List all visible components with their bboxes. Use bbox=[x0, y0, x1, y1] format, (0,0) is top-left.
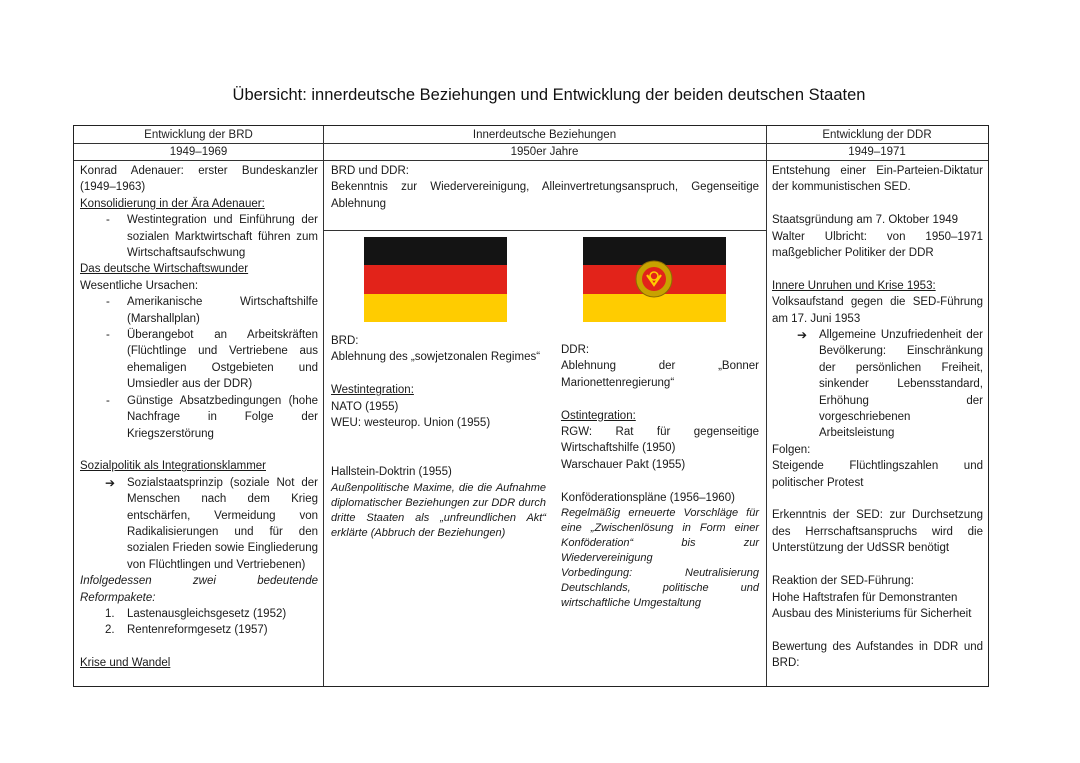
ddr-gruendung: Staatsgründung am 7. Oktober 1949 bbox=[772, 214, 959, 227]
brd-konsolidierung-item: - Westintegration und Einführung der sozialen Marktwirtschaft führen zum Wirtschaftsaufschwung bbox=[80, 212, 318, 261]
brd-krise: Krise und Wandel bbox=[80, 657, 171, 670]
inner-konf: Konföderationspläne (1956–1960) bbox=[561, 491, 735, 504]
ddr-column bbox=[772, 163, 983, 672]
period-ddr: 1949–1971 bbox=[848, 146, 906, 158]
ddr-unruhen-heading: Innere Unruhen und Krise 1953: bbox=[772, 279, 936, 292]
ddr-reaktion-label: Reaktion der SED-Führung: bbox=[772, 575, 914, 588]
list-item: - Amerikanische Wirtschaftshilfe (Marshallplan) bbox=[80, 294, 318, 327]
inner-brd-label: BRD: bbox=[331, 335, 359, 347]
inner-nato: NATO (1955) bbox=[331, 400, 399, 413]
list-item: 1. Lastenausgleichsgesetz (1952) bbox=[105, 607, 287, 620]
list-item: - Überangebot an Arbeitskräften (Flüchtlinge und Vertriebene aus ehemaligen Ostgebieten und Umsiedler aus der DDR) bbox=[80, 327, 318, 393]
inner-brd-ddr-text: Bekenntnis zur Wiedervereinigung, Alleinvertretungsanspruch, Gegenseitige Ablehnung bbox=[331, 181, 759, 210]
ddr-unzufriedenheit: ➔ Allgemeine Unzufriedenheit der Bevölkerung: Einschränkung der persönlichen Freiheit, sinkender Lebensstandard, Erhöhung der vorgeschriebenen Arbeitsleistung bbox=[797, 328, 983, 440]
inner-warschau: Warschauer Pakt (1955) bbox=[561, 458, 686, 471]
inner-brd-ablehnung: Ablehnung des „sowjetzonalen Regimes“ bbox=[331, 351, 541, 364]
period-brd: 1949–1969 bbox=[169, 146, 228, 158]
inner-left bbox=[331, 333, 546, 541]
brd-column bbox=[80, 163, 318, 672]
row-divider bbox=[74, 160, 988, 161]
brd-ursachen: Wesentliche Ursachen: bbox=[80, 279, 199, 292]
inner-weu: WEU: westeurop. Union (1955) bbox=[331, 417, 491, 430]
period-inner: 1950er Jahre bbox=[510, 146, 579, 158]
inner-ddr-ablehnung: Ablehnung der „Bonner Marionettenregierung“ bbox=[561, 360, 759, 389]
page-title: Übersicht: innerdeutsche Beziehungen und Entwicklung der beiden deutschen Staaten bbox=[232, 86, 866, 104]
inner-hallstein: Hallstein-Doktrin (1955) bbox=[331, 466, 452, 479]
inner-ost-heading: Ostintegration: bbox=[561, 409, 636, 422]
brd-flag bbox=[364, 237, 507, 322]
brd-reform-intro: Infolgedessen zwei bedeutende Reformpakete: bbox=[80, 575, 318, 604]
overview-table bbox=[73, 125, 989, 687]
arrow-icon: ➔ bbox=[797, 328, 808, 343]
header-ddr: Entwicklung der DDR bbox=[822, 129, 932, 141]
ddr-flag bbox=[583, 237, 726, 322]
ddr-entstehung: Entstehung einer Ein-Parteien-Diktatur der kommunistischen SED. bbox=[772, 165, 983, 194]
column-divider bbox=[766, 126, 767, 686]
brd-konsolidierung-heading: Konsolidierung in der Ära Adenauer: bbox=[80, 197, 265, 210]
brd-sozial-heading: Sozialpolitik als Integrationsklammer bbox=[80, 460, 266, 473]
ddr-emblem-icon bbox=[634, 259, 674, 299]
ddr-ulbricht: Walter Ulbricht: von 1950–1971 maßgeblicher Politiker der DDR bbox=[772, 230, 983, 260]
row-divider bbox=[323, 230, 766, 231]
inner-ddr-label: DDR: bbox=[561, 344, 590, 356]
inner-right bbox=[561, 342, 759, 611]
ddr-folgen-text: Steigende Flüchtlingszahlen und politischer Protest bbox=[772, 460, 983, 489]
inner-konf-desc: Regelmäßig erneuerte Vorschläge für eine „Zwischenlösung in Form einer Konföderation“ bis zur Wiedervereinigung bbox=[561, 507, 759, 565]
list-item: 2. Rentenreformgesetz (1957) bbox=[105, 624, 268, 637]
ddr-haftstrafen: Hohe Haftstrafen für Demonstranten bbox=[772, 591, 958, 604]
list-item: - Günstige Absatzbedingungen (hohe Nachfrage in Folge der Kriegszerstörung bbox=[80, 393, 318, 442]
inner-rgw: RGW: Rat für gegenseitige Wirtschaftshilfe (1950) bbox=[561, 426, 759, 455]
ddr-folgen-label: Folgen: bbox=[772, 443, 811, 456]
arrow-icon: ➔ bbox=[105, 475, 116, 490]
header-inner: Innerdeutsche Beziehungen bbox=[472, 129, 617, 141]
brd-adenauer: Konrad Adenauer: erster Bundeskanzler (1949–1963) bbox=[80, 165, 318, 194]
inner-top bbox=[331, 163, 759, 212]
brd-sozial-item: ➔ Sozialstaatsprinzip (soziale Not der Menschen nach dem Krieg entschärfen, Vermeidung von Radikalisierungen und für den sozialen Frieden sowie Eingliederung von Flüchtlingen und Vertriebenen) bbox=[105, 475, 318, 571]
inner-brd-ddr-label: BRD und DDR: bbox=[331, 165, 409, 177]
ddr-ausbau: Ausbau des Ministeriums für Sicherheit bbox=[772, 607, 972, 620]
brd-wunder-heading: Das deutsche Wirtschaftswunder bbox=[80, 263, 249, 276]
ddr-erkenntnis: Erkenntnis der SED: zur Durchsetzung des Herrschaftsanspruchs wird die Unterstützung der UdSSR benötigt bbox=[772, 509, 983, 555]
header-brd: Entwicklung der BRD bbox=[144, 129, 253, 141]
ddr-volksaufstand: Volksaufstand gegen die SED-Führung am 17. Juni 1953 bbox=[772, 296, 983, 325]
inner-vorbed: Vorbedingung: Neutralisierung Deutschlands, politische und wirtschaftliche Umgestaltung bbox=[561, 567, 759, 610]
inner-hallstein-desc: Außenpolitische Maxime, die die Aufnahme diplomatischer Beziehungen zur DDR durch dritte Staaten als „unfreundlichen Akt“ erklärte (Abbruch der Beziehungen) bbox=[331, 481, 546, 539]
inner-west-heading: Westintegration: bbox=[331, 384, 414, 397]
column-divider bbox=[323, 126, 324, 686]
ddr-bewertung: Bewertung des Aufstandes in DDR und BRD: bbox=[772, 640, 983, 670]
